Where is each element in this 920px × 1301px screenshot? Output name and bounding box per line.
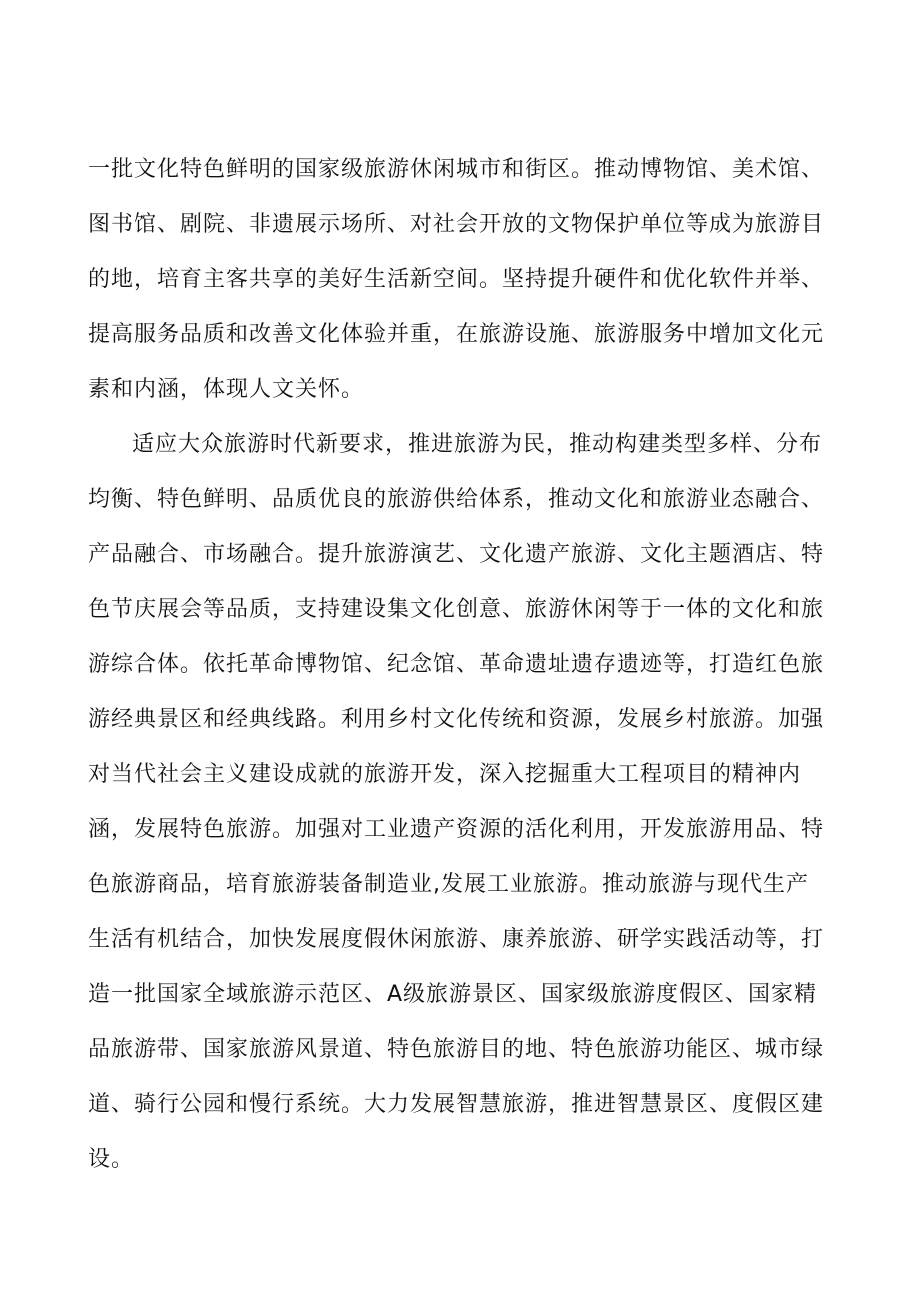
paragraph-2-line-10: 生活有机结合，加快发展度假休闲旅游、康养旅游、研学实践活动等，打 [88, 927, 825, 952]
paragraph-2-line-11: 造一批国家全域旅游示范区、A级旅游景区、国家级旅游度假区、国家精 [88, 982, 818, 1007]
paragraph-2-line-5: 游综合体。依托革命博物馆、纪念馆、革命遗址遗存遗迹等，打造红色旅 [88, 652, 825, 677]
paragraph-1-line-3: 的地，培育主客共享的美好生活新空间。坚持提升硬件和优化软件并举、 [88, 267, 825, 292]
paragraph-2-line-3: 产品融合、市场融合。提升旅游演艺、文化遗产旅游、文化主题酒店、特 [88, 542, 825, 567]
paragraph-2-line-4: 色节庆展会等品质，支持建设集文化创意、旅游休闲等于一体的文化和旅 [88, 597, 825, 622]
paragraph-1-line-2: 图书馆、剧院、非遗展示场所、对社会开放的文物保护单位等成为旅游目 [88, 212, 825, 237]
paragraph-2-line-12: 品旅游带、国家旅游风景道、特色旅游目的地、特色旅游功能区、城市绿 [88, 1037, 825, 1062]
paragraph-2-line-13: 道、骑行公园和慢行系统。大力发展智慧旅游，推进智慧景区、度假区建 [88, 1092, 825, 1117]
paragraph-2-line-1: 适应大众旅游时代新要求，推进旅游为民，推动构建类型多样、分布 [132, 432, 823, 457]
paragraph-1-line-4: 提高服务品质和改善文化体验并重，在旅游设施、旅游服务中增加文化元 [88, 322, 825, 347]
paragraph-1-line-5: 素和内涵，体现人文关怀。 [88, 377, 365, 402]
paragraph-2-line-14: 设。 [88, 1147, 135, 1172]
paragraph-2-line-2: 均衡、特色鲜明、品质优良的旅游供给体系，推动文化和旅游业态融合、 [88, 487, 825, 512]
paragraph-2-line-6: 游经典景区和经典线路。利用乡村文化传统和资源，发展乡村旅游。加强 [88, 707, 825, 732]
paragraph-2-line-7: 对当代社会主义建设成就的旅游开发，深入挖掘重大工程项目的精神内 [88, 762, 802, 787]
paragraph-1-line-1: 一批文化特色鲜明的国家级旅游休闲城市和街区。推动博物馆、美术馆、 [88, 157, 825, 182]
paragraph-2-line-9: 色旅游商品，培育旅游装备制造业,发展工业旅游。推动旅游与现代生产 [88, 872, 809, 897]
paragraph-2-line-8: 涵，发展特色旅游。加强对工业遗产资源的活化利用，开发旅游用品、特 [88, 817, 825, 842]
